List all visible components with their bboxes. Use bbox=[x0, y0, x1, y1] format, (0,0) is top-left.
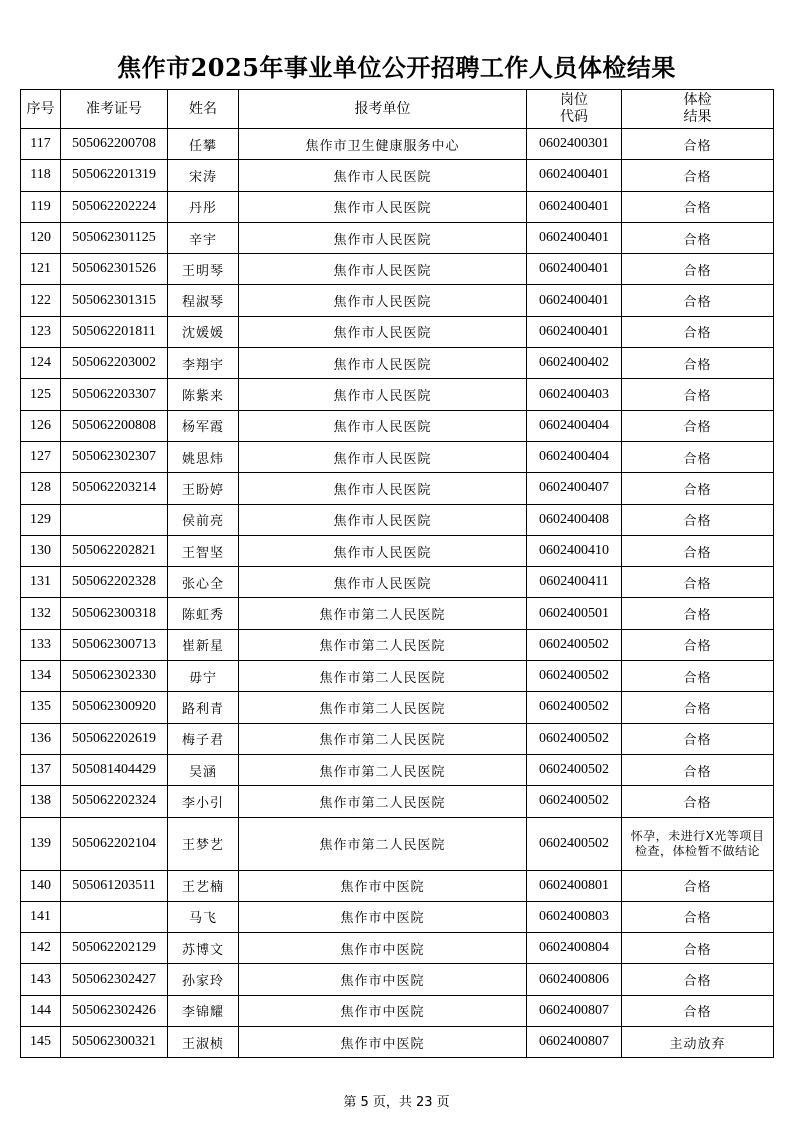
cell-unit: 焦作市人民医院 bbox=[239, 504, 527, 535]
cell-unit: 焦作市第二人民医院 bbox=[239, 817, 527, 870]
cell-unit: 焦作市人民医院 bbox=[239, 191, 527, 222]
cell-name: 杨军霞 bbox=[168, 410, 239, 441]
cell-name: 陈紫来 bbox=[168, 379, 239, 410]
cell-result: 合格 bbox=[622, 348, 774, 379]
table-row bbox=[21, 441, 774, 472]
cell-result: 合格 bbox=[622, 441, 774, 472]
cell-position-code: 0602400410 bbox=[527, 535, 622, 566]
cell-name: 王梦艺 bbox=[168, 817, 239, 870]
cell-unit: 焦作市第二人民医院 bbox=[239, 692, 527, 723]
cell-num: 142 bbox=[21, 933, 61, 964]
cell-exam-number: 505062302427 bbox=[61, 964, 168, 995]
cell-position-code: 0602400804 bbox=[527, 933, 622, 964]
cell-unit: 焦作市卫生健康服务中心 bbox=[239, 129, 527, 160]
cell-exam-number: 505062302307 bbox=[61, 441, 168, 472]
cell-result: 合格 bbox=[622, 191, 774, 222]
cell-num: 138 bbox=[21, 786, 61, 817]
cell-result: 合格 bbox=[622, 901, 774, 932]
table-row bbox=[21, 379, 774, 410]
header-row bbox=[21, 90, 774, 129]
cell-result: 合格 bbox=[622, 754, 774, 785]
cell-name: 路利青 bbox=[168, 692, 239, 723]
table-row bbox=[21, 348, 774, 379]
cell-position-code: 0602400401 bbox=[527, 222, 622, 253]
cell-num: 131 bbox=[21, 567, 61, 598]
cell-position-code: 0602400402 bbox=[527, 348, 622, 379]
cell-result: 合格 bbox=[622, 786, 774, 817]
table-row bbox=[21, 754, 774, 785]
cell-position-code: 0602400502 bbox=[527, 754, 622, 785]
cell-name: 王明琴 bbox=[168, 254, 239, 285]
cell-unit: 焦作市人民医院 bbox=[239, 285, 527, 316]
cell-name: 梅子君 bbox=[168, 723, 239, 754]
cell-position-code: 0602400301 bbox=[527, 129, 622, 160]
cell-position-code: 0602400401 bbox=[527, 316, 622, 347]
cell-exam-number: 505062203214 bbox=[61, 473, 168, 504]
cell-num: 127 bbox=[21, 441, 61, 472]
cell-position-code: 0602400408 bbox=[527, 504, 622, 535]
cell-num: 125 bbox=[21, 379, 61, 410]
cell-num: 144 bbox=[21, 995, 61, 1026]
table-row bbox=[21, 901, 774, 932]
header-position-code bbox=[527, 90, 622, 129]
table-row bbox=[21, 316, 774, 347]
table-row bbox=[21, 629, 774, 660]
cell-name: 程淑琴 bbox=[168, 285, 239, 316]
table-row bbox=[21, 786, 774, 817]
table-row bbox=[21, 723, 774, 754]
cell-unit: 焦作市人民医院 bbox=[239, 567, 527, 598]
table-row bbox=[21, 995, 774, 1026]
table-row bbox=[21, 410, 774, 441]
header-name: 姓名 bbox=[168, 90, 239, 129]
cell-unit: 焦作市人民医院 bbox=[239, 254, 527, 285]
cell-exam-number: 505062203307 bbox=[61, 379, 168, 410]
cell-exam-number: 505062300318 bbox=[61, 598, 168, 629]
cell-name: 张心全 bbox=[168, 567, 239, 598]
cell-position-code: 0602400401 bbox=[527, 254, 622, 285]
cell-num: 128 bbox=[21, 473, 61, 504]
page-footer: 第 5 页，共 23 页 bbox=[343, 1095, 450, 1110]
cell-num: 136 bbox=[21, 723, 61, 754]
table-row bbox=[21, 870, 774, 901]
cell-result: 合格 bbox=[622, 160, 774, 191]
cell-name: 李翔宇 bbox=[168, 348, 239, 379]
header-result-line1: 体检 bbox=[683, 92, 712, 108]
cell-result: 合格 bbox=[622, 316, 774, 347]
cell-unit: 焦作市人民医院 bbox=[239, 473, 527, 504]
cell-unit: 焦作市第二人民医院 bbox=[239, 723, 527, 754]
cell-name: 王盼婷 bbox=[168, 473, 239, 504]
cell-unit: 焦作市中医院 bbox=[239, 1027, 527, 1058]
cell-result: 合格 bbox=[622, 410, 774, 441]
table-row bbox=[21, 567, 774, 598]
cell-exam-number: 505062202129 bbox=[61, 933, 168, 964]
cell-position-code: 0602400501 bbox=[527, 598, 622, 629]
cell-unit: 焦作市人民医院 bbox=[239, 222, 527, 253]
cell-num: 137 bbox=[21, 754, 61, 785]
cell-result: 合格 bbox=[622, 504, 774, 535]
cell-result: 合格 bbox=[622, 129, 774, 160]
cell-num: 130 bbox=[21, 535, 61, 566]
table-row bbox=[21, 160, 774, 191]
cell-result: 合格 bbox=[622, 285, 774, 316]
cell-result: 合格 bbox=[622, 995, 774, 1026]
header-position-code-line2: 代码 bbox=[560, 109, 588, 125]
cell-unit: 焦作市第二人民医院 bbox=[239, 629, 527, 660]
cell-name: 苏博文 bbox=[168, 933, 239, 964]
cell-exam-number: 505081404429 bbox=[61, 754, 168, 785]
cell-exam-number: 505062302426 bbox=[61, 995, 168, 1026]
cell-result: 合格 bbox=[622, 379, 774, 410]
cell-exam-number: 505062201319 bbox=[61, 160, 168, 191]
cell-exam-number: 505062301125 bbox=[61, 222, 168, 253]
cell-result: 合格 bbox=[622, 692, 774, 723]
cell-unit: 焦作市第二人民医院 bbox=[239, 786, 527, 817]
cell-unit: 焦作市人民医院 bbox=[239, 348, 527, 379]
cell-result: 合格 bbox=[622, 723, 774, 754]
cell-position-code: 0602400411 bbox=[527, 567, 622, 598]
cell-name: 李小引 bbox=[168, 786, 239, 817]
table-row bbox=[21, 1027, 774, 1058]
cell-position-code: 0602400401 bbox=[527, 285, 622, 316]
cell-name: 陈虹秀 bbox=[168, 598, 239, 629]
results-table bbox=[20, 89, 774, 1058]
cell-result: 主动放弃 bbox=[622, 1027, 774, 1058]
table-row bbox=[21, 473, 774, 504]
cell-name: 马飞 bbox=[168, 901, 239, 932]
cell-name: 姚思炜 bbox=[168, 441, 239, 472]
cell-unit: 焦作市第二人民医院 bbox=[239, 754, 527, 785]
cell-num: 124 bbox=[21, 348, 61, 379]
header-result bbox=[622, 90, 774, 129]
cell-position-code: 0602400502 bbox=[527, 661, 622, 692]
cell-position-code: 0602400401 bbox=[527, 160, 622, 191]
table-row bbox=[21, 964, 774, 995]
cell-exam-number: 505062301526 bbox=[61, 254, 168, 285]
cell-num: 140 bbox=[21, 870, 61, 901]
cell-result: 怀孕，未进行X光等项目检查，体检暂不做结论 bbox=[622, 817, 774, 870]
cell-position-code: 0602400502 bbox=[527, 629, 622, 660]
cell-exam-number: 505062201811 bbox=[61, 316, 168, 347]
cell-num: 143 bbox=[21, 964, 61, 995]
cell-exam-number bbox=[61, 504, 168, 535]
page-title: 焦作市2025年事业单位公开招聘工作人员体检结果 bbox=[117, 53, 676, 82]
cell-unit: 焦作市人民医院 bbox=[239, 379, 527, 410]
cell-exam-number: 505062302330 bbox=[61, 661, 168, 692]
table-row bbox=[21, 661, 774, 692]
cell-unit: 焦作市第二人民医院 bbox=[239, 661, 527, 692]
cell-result: 合格 bbox=[622, 222, 774, 253]
cell-position-code: 0602400806 bbox=[527, 964, 622, 995]
cell-unit: 焦作市中医院 bbox=[239, 870, 527, 901]
cell-exam-number: 505062300321 bbox=[61, 1027, 168, 1058]
cell-position-code: 0602400404 bbox=[527, 410, 622, 441]
header-position-code-line1: 岗位 bbox=[560, 92, 588, 108]
cell-result: 合格 bbox=[622, 473, 774, 504]
table-row bbox=[21, 598, 774, 629]
cell-position-code: 0602400502 bbox=[527, 786, 622, 817]
table-row bbox=[21, 222, 774, 253]
cell-exam-number: 505062202324 bbox=[61, 786, 168, 817]
cell-name: 沈媛媛 bbox=[168, 316, 239, 347]
cell-num: 122 bbox=[21, 285, 61, 316]
cell-name: 王艺楠 bbox=[168, 870, 239, 901]
cell-result: 合格 bbox=[622, 598, 774, 629]
cell-exam-number: 505062301315 bbox=[61, 285, 168, 316]
cell-num: 123 bbox=[21, 316, 61, 347]
cell-num: 135 bbox=[21, 692, 61, 723]
cell-num: 121 bbox=[21, 254, 61, 285]
cell-result: 合格 bbox=[622, 933, 774, 964]
cell-unit: 焦作市人民医院 bbox=[239, 316, 527, 347]
cell-result: 合格 bbox=[622, 535, 774, 566]
cell-name: 任攀 bbox=[168, 129, 239, 160]
cell-position-code: 0602400407 bbox=[527, 473, 622, 504]
cell-num: 139 bbox=[21, 817, 61, 870]
cell-name: 孙家玲 bbox=[168, 964, 239, 995]
cell-name: 丹彤 bbox=[168, 191, 239, 222]
table-row bbox=[21, 191, 774, 222]
table-row bbox=[21, 535, 774, 566]
cell-unit: 焦作市人民医院 bbox=[239, 160, 527, 191]
table-row bbox=[21, 933, 774, 964]
cell-result: 合格 bbox=[622, 870, 774, 901]
cell-exam-number: 505062300713 bbox=[61, 629, 168, 660]
cell-position-code: 0602400401 bbox=[527, 191, 622, 222]
cell-position-code: 0602400807 bbox=[527, 995, 622, 1026]
table-row bbox=[21, 504, 774, 535]
cell-position-code: 0602400403 bbox=[527, 379, 622, 410]
cell-exam-number: 505062203002 bbox=[61, 348, 168, 379]
cell-position-code: 0602400502 bbox=[527, 723, 622, 754]
cell-exam-number: 505062200808 bbox=[61, 410, 168, 441]
cell-name: 侯前亮 bbox=[168, 504, 239, 535]
table-row bbox=[21, 692, 774, 723]
cell-name: 宋涛 bbox=[168, 160, 239, 191]
cell-unit: 焦作市中医院 bbox=[239, 964, 527, 995]
cell-name: 崔新星 bbox=[168, 629, 239, 660]
cell-num: 129 bbox=[21, 504, 61, 535]
cell-position-code: 0602400404 bbox=[527, 441, 622, 472]
cell-result: 合格 bbox=[622, 661, 774, 692]
cell-unit: 焦作市人民医院 bbox=[239, 535, 527, 566]
cell-result: 合格 bbox=[622, 964, 774, 995]
cell-unit: 焦作市第二人民医院 bbox=[239, 598, 527, 629]
header-exam-number: 准考证号 bbox=[61, 90, 168, 129]
cell-position-code: 0602400502 bbox=[527, 692, 622, 723]
cell-unit: 焦作市人民医院 bbox=[239, 410, 527, 441]
cell-name: 王淑桢 bbox=[168, 1027, 239, 1058]
cell-unit: 焦作市中医院 bbox=[239, 995, 527, 1026]
cell-exam-number: 505062202821 bbox=[61, 535, 168, 566]
cell-num: 141 bbox=[21, 901, 61, 932]
table-row bbox=[21, 817, 774, 870]
cell-name: 辛宇 bbox=[168, 222, 239, 253]
cell-exam-number: 505062202104 bbox=[61, 817, 168, 870]
cell-num: 117 bbox=[21, 129, 61, 160]
cell-position-code: 0602400803 bbox=[527, 901, 622, 932]
table-row bbox=[21, 285, 774, 316]
header-unit: 报考单位 bbox=[239, 90, 527, 129]
cell-exam-number: 505062202328 bbox=[61, 567, 168, 598]
cell-num: 119 bbox=[21, 191, 61, 222]
cell-num: 120 bbox=[21, 222, 61, 253]
cell-num: 126 bbox=[21, 410, 61, 441]
header-result-line2: 结果 bbox=[683, 109, 712, 125]
cell-num: 145 bbox=[21, 1027, 61, 1058]
cell-position-code: 0602400801 bbox=[527, 870, 622, 901]
cell-position-code: 0602400807 bbox=[527, 1027, 622, 1058]
cell-exam-number: 505062202224 bbox=[61, 191, 168, 222]
cell-name: 王智坚 bbox=[168, 535, 239, 566]
cell-result: 合格 bbox=[622, 567, 774, 598]
table-row bbox=[21, 254, 774, 285]
cell-exam-number: 505061203511 bbox=[61, 870, 168, 901]
cell-num: 132 bbox=[21, 598, 61, 629]
cell-unit: 焦作市中医院 bbox=[239, 901, 527, 932]
cell-num: 134 bbox=[21, 661, 61, 692]
header-num: 序号 bbox=[21, 90, 61, 129]
table-row bbox=[21, 129, 774, 160]
cell-result: 合格 bbox=[622, 629, 774, 660]
cell-exam-number: 505062300920 bbox=[61, 692, 168, 723]
cell-result: 合格 bbox=[622, 254, 774, 285]
cell-unit: 焦作市人民医院 bbox=[239, 441, 527, 472]
cell-position-code: 0602400502 bbox=[527, 817, 622, 870]
cell-name: 李锦耀 bbox=[168, 995, 239, 1026]
cell-exam-number: 505062202619 bbox=[61, 723, 168, 754]
cell-name: 毋宁 bbox=[168, 661, 239, 692]
cell-num: 118 bbox=[21, 160, 61, 191]
cell-exam-number: 505062200708 bbox=[61, 129, 168, 160]
cell-num: 133 bbox=[21, 629, 61, 660]
cell-unit: 焦作市中医院 bbox=[239, 933, 527, 964]
cell-name: 吴涵 bbox=[168, 754, 239, 785]
cell-exam-number bbox=[61, 901, 168, 932]
